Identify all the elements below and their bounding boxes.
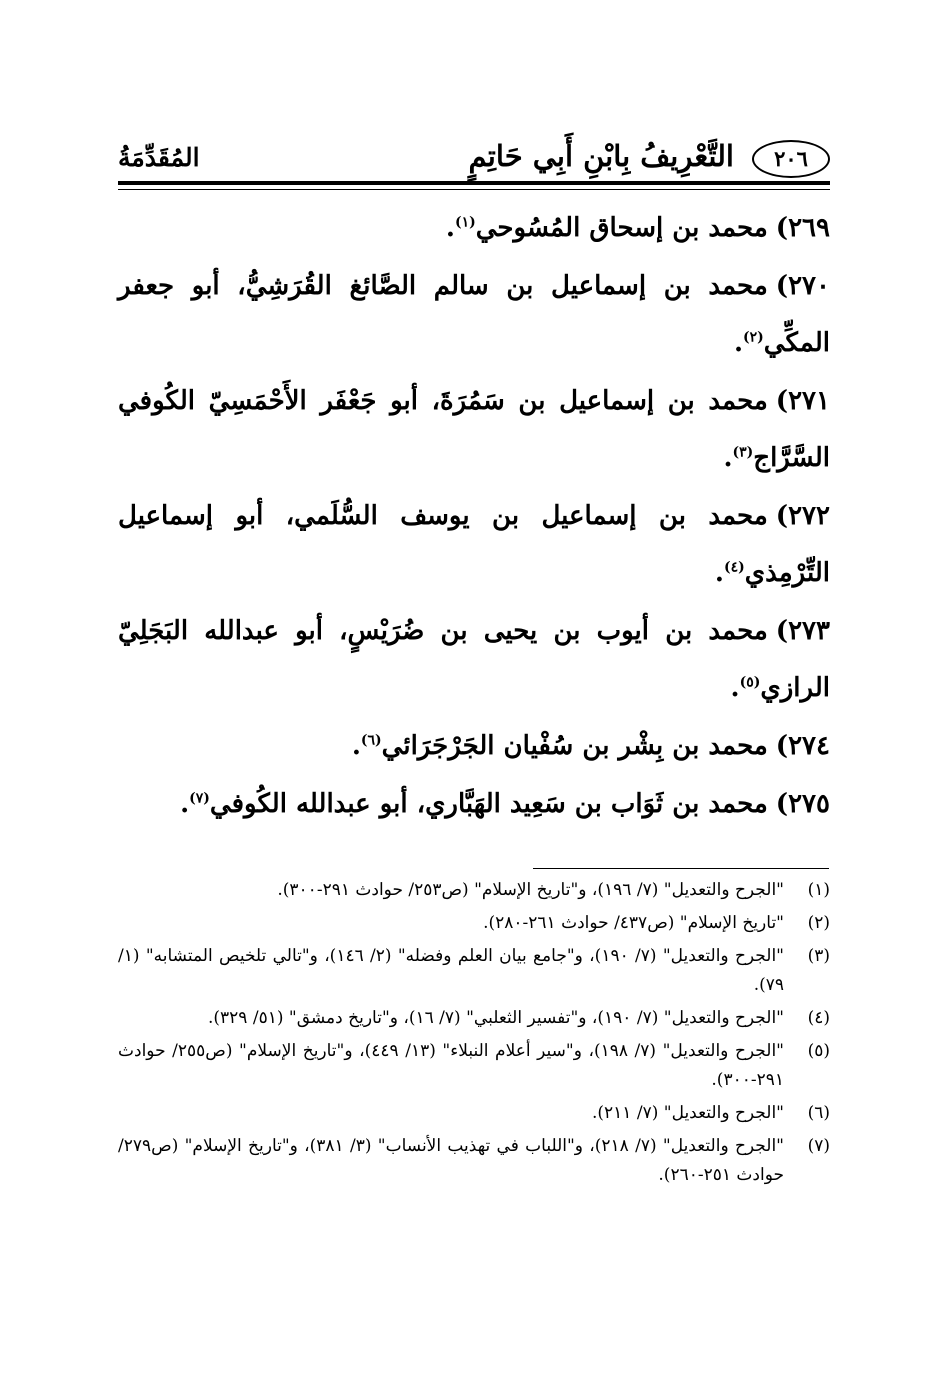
entry-number: ٢٧٠) <box>775 271 830 301</box>
footnote-ref: (٧) <box>189 790 210 807</box>
footnote <box>118 876 830 905</box>
page-number: ٢٠٦ <box>752 140 830 178</box>
header-rule-thick <box>118 181 830 185</box>
footnote-number: (٢) <box>807 913 830 933</box>
footnote-ref: (٤) <box>723 559 745 576</box>
footnote <box>118 1132 830 1190</box>
entry-text: محمد بن إسماعيل بن يوسف السُّلَمي، أبو إسماعيل التِّرْمِذي <box>118 501 830 588</box>
header-rule-thin <box>118 189 830 190</box>
entry-number: ٢٧٢) <box>775 501 830 531</box>
entry-number: ٢٦٩) <box>775 213 830 243</box>
footnote-number: (٧) <box>807 1136 830 1156</box>
footnote-ref: (٦) <box>360 732 382 749</box>
entry-275: ٢٧٥)محمد بن ثَوَاب بن سَعِيد الهَبَّاري، أبو عبدالله الكُوفي$^{(٧)}$. <box>180 789 830 819</box>
section-title: المُقَدِّمَةُ <box>118 143 200 172</box>
entry-271: ٢٧١)محمد بن إسماعيل بن سَمُرَةَ، أبو جَعْفَر الأَحْمَسِيّ الكُوفي السَّرَّاج$^{(٣)}$. <box>118 386 830 473</box>
entry-269: ٢٦٩)محمد بن إسحاق المُسُوحي$^{(١)}$. <box>445 213 830 243</box>
footnote-ref: (٥) <box>739 674 761 691</box>
footnote-text: "الجرح والتعديل" (٧/ ١٩٦)، و"تاريخ الإسلام" (ص٢٥٣/ حوادث ٢٩١-٣٠٠). <box>277 880 784 900</box>
entry-text: محمد بن إسماعيل بن سالم الصَّائغ القُرَشِيُّ، أبو جعفر المكِّي <box>118 271 830 358</box>
footnote-ref: (١) <box>454 214 476 231</box>
footnote-number: (٣) <box>807 946 830 966</box>
entry-273: ٢٧٣)محمد بن أيوب بن يحيى بن ضُرَيْسٍ، أبو عبدالله البَجَلِيّ الرازي$^{(٥)}$. <box>118 616 830 703</box>
page-header <box>118 118 830 178</box>
footnote-ref: (٣) <box>732 444 754 461</box>
entry-274: ٢٧٤)محمد بن بِشْر بن سُفْيان الجَرْجَرَائي$^{(٦)}$. <box>351 731 830 761</box>
biography-entries <box>118 200 830 834</box>
footnote-separator <box>533 868 829 869</box>
footnote-text: "الجرح والتعديل" (٧/ ١٩٠)، و"جامع بيان العلم وفضله" (٢/ ١٤٦)، و"تالي تلخيص المتشابه" (١/ ٧٩). <box>118 946 784 995</box>
entry-text: محمد بن إسماعيل بن سَمُرَةَ، أبو جَعْفَر الأَحْمَسِيّ الكُوفي السَّرَّاج <box>118 386 830 473</box>
footnotes <box>118 876 830 1194</box>
footnote <box>118 942 830 1000</box>
entry-270: ٢٧٠)محمد بن إسماعيل بن سالم الصَّائغ القُرَشِيُّ، أبو جعفر المكِّي$^{(٢)}$. <box>118 271 830 358</box>
footnote-number: (٦) <box>807 1103 830 1123</box>
entry-number: ٢٧٤) <box>775 731 830 761</box>
footnote-text: "الجرح والتعديل" (٧/ ١٩٨)، و"سير أعلام النبلاء" (١٣/ ٤٤٩)، و"تاريخ الإسلام" (ص٢٥٥/ حوادث ٢٩١-٣٠٠). <box>118 1041 784 1090</box>
footnote <box>118 1037 830 1095</box>
footnote-text: "تاريخ الإسلام" (ص٤٣٧/ حوادث ٢٦١-٢٨٠). <box>483 913 784 933</box>
footnote-number: (١) <box>807 880 830 900</box>
entry-text: محمد بن إسحاق المُسُوحي <box>475 213 768 243</box>
footnote <box>118 909 830 938</box>
entry-text: محمد بن ثَوَاب بن سَعِيد الهَبَّاري، أبو عبدالله الكُوفي <box>209 789 768 819</box>
footnote <box>118 1099 830 1128</box>
entry-number: ٢٧٣) <box>775 616 830 646</box>
footnote-text: "الجرح والتعديل" (٧/ ٢١٨)، و"اللباب في تهذيب الأنساب" (٣/ ٣٨١)، و"تاريخ الإسلام" (ص٢٧٩/ حوادث ٢٥١-٢٦٠). <box>118 1136 784 1185</box>
entry-number: ٢٧١) <box>775 386 830 416</box>
entry-number: ٢٧٥) <box>775 789 830 819</box>
footnote-number: (٤) <box>807 1008 830 1028</box>
footnote <box>118 1004 830 1033</box>
entry-text: محمد بن بِشْر بن سُفْيان الجَرْجَرَائي <box>381 731 768 761</box>
footnote-text: "الجرح والتعديل" (٧/ ١٩٠)، و"تفسير الثعلبي" (٧/ ١٦)، و"تاريخ دمشق" (٥١/ ٣٢٩). <box>207 1008 784 1028</box>
footnote-number: (٥) <box>807 1041 830 1061</box>
entry-272: ٢٧٢)محمد بن إسماعيل بن يوسف السُّلَمي، أبو إسماعيل التِّرْمِذي$^{(٤)}$. <box>118 501 830 588</box>
footnote-text: "الجرح والتعديل" (٧/ ٢١١). <box>591 1103 784 1123</box>
footnote-ref: (٢) <box>743 329 764 346</box>
entry-text: محمد بن أيوب بن يحيى بن ضُرَيْسٍ، أبو عبدالله البَجَلِيّ الرازي <box>118 616 830 703</box>
book-title: التَّعْرِيفُ بِابْنِ أَبِي حَاتِمٍ <box>468 139 734 173</box>
